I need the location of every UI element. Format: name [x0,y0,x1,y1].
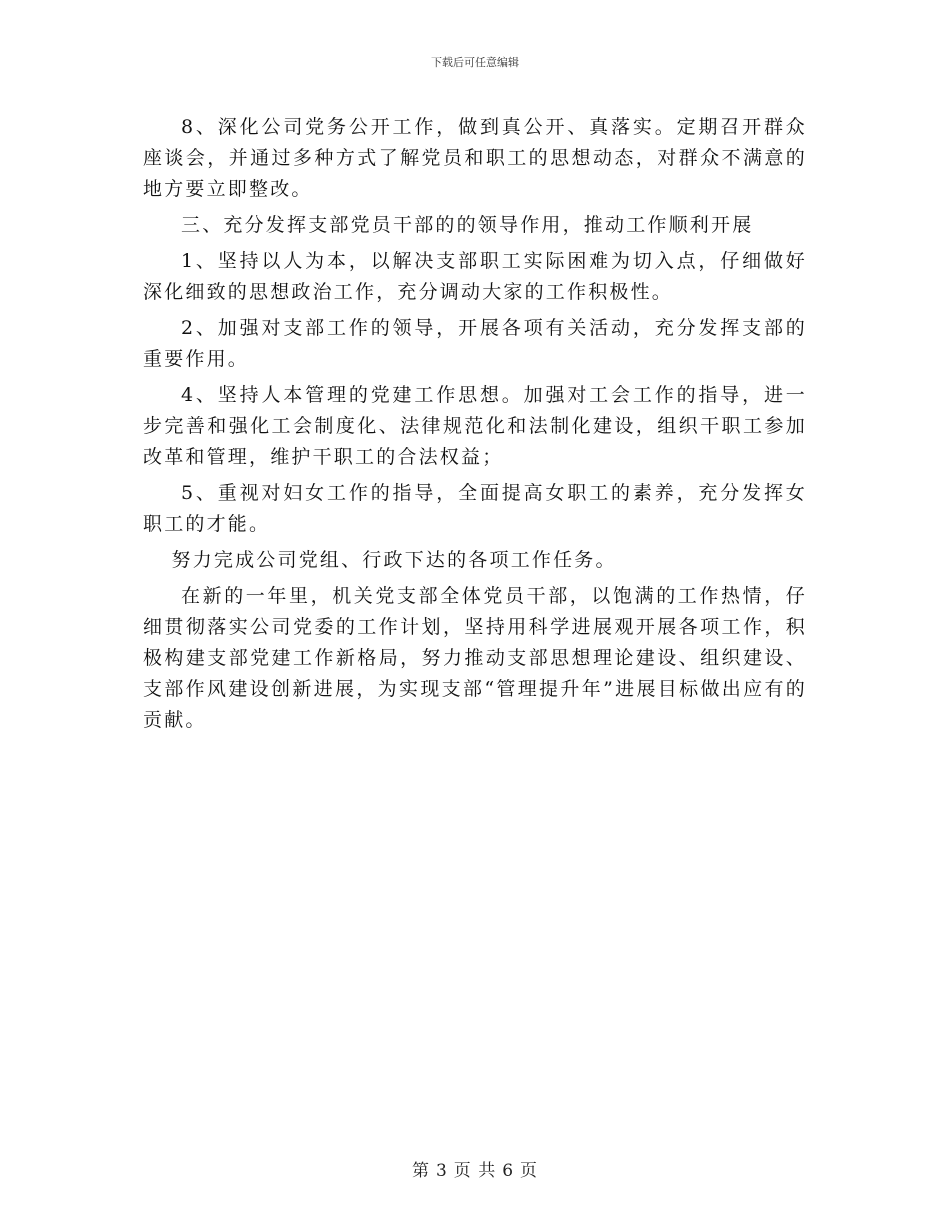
paragraph-item-8: 8、深化公司党务公开工作，做到真公开、真落实。定期召开群众座谈会，并通过多种方式了解党员和职工的思想动态，对群众不满意的地方要立即整改。 [143,116,807,200]
document-body [143,112,807,741]
paragraph-task-completion: 努力完成公司党组、行政下达的各项工作任务。 [171,549,617,571]
paragraph-conclusion: 在新的一年里，机关党支部全体党员干部，以饱满的工作热情，仔细贯彻落实公司党委的工作计划，坚持用科学进展观开展各项工作，积极构建支部党建工作新格局，努力推动支部思想理论建设、组织建设、支部作风建设创新进展，为实现支部“管理提升年”进展目标做出应有的贡献。 [143,585,807,731]
page-number-footer [0,1156,950,1181]
paragraph-item-5: 5、重视对妇女工作的指导，全面提高女职工的素养，充分发挥女职工的才能。 [143,482,807,535]
paragraph-item-1: 1、坚持以人为本，以解决支部职工实际困难为切入点，仔细做好深化细致的思想政治工作，充分调动大家的工作积极性。 [143,250,807,303]
footer-suffix: 页 [520,1161,539,1181]
paragraph-item-4: 4、坚持人本管理的党建工作思想。加强对工会工作的指导，进一步完善和强化工会制度化、法律规范化和法制化建设，组织干职工参加改革和管理，维护干职工的合法权益； [143,384,807,468]
paragraph-item-2: 2、加强对支部工作的领导，开展各项有关活动，充分发挥支部的重要作用。 [143,317,807,370]
footer-middle: 页 共 [453,1161,497,1181]
footer-total-pages: 6 [502,1161,515,1181]
section-heading-three: 三、充分发挥支部党员干部的的领导作用，推动工作顺利开展 [181,214,754,236]
page-header-note: 下载后可任意编辑 [431,56,519,69]
footer-prefix: 第 [411,1161,430,1181]
footer-current-page: 3 [435,1161,448,1181]
